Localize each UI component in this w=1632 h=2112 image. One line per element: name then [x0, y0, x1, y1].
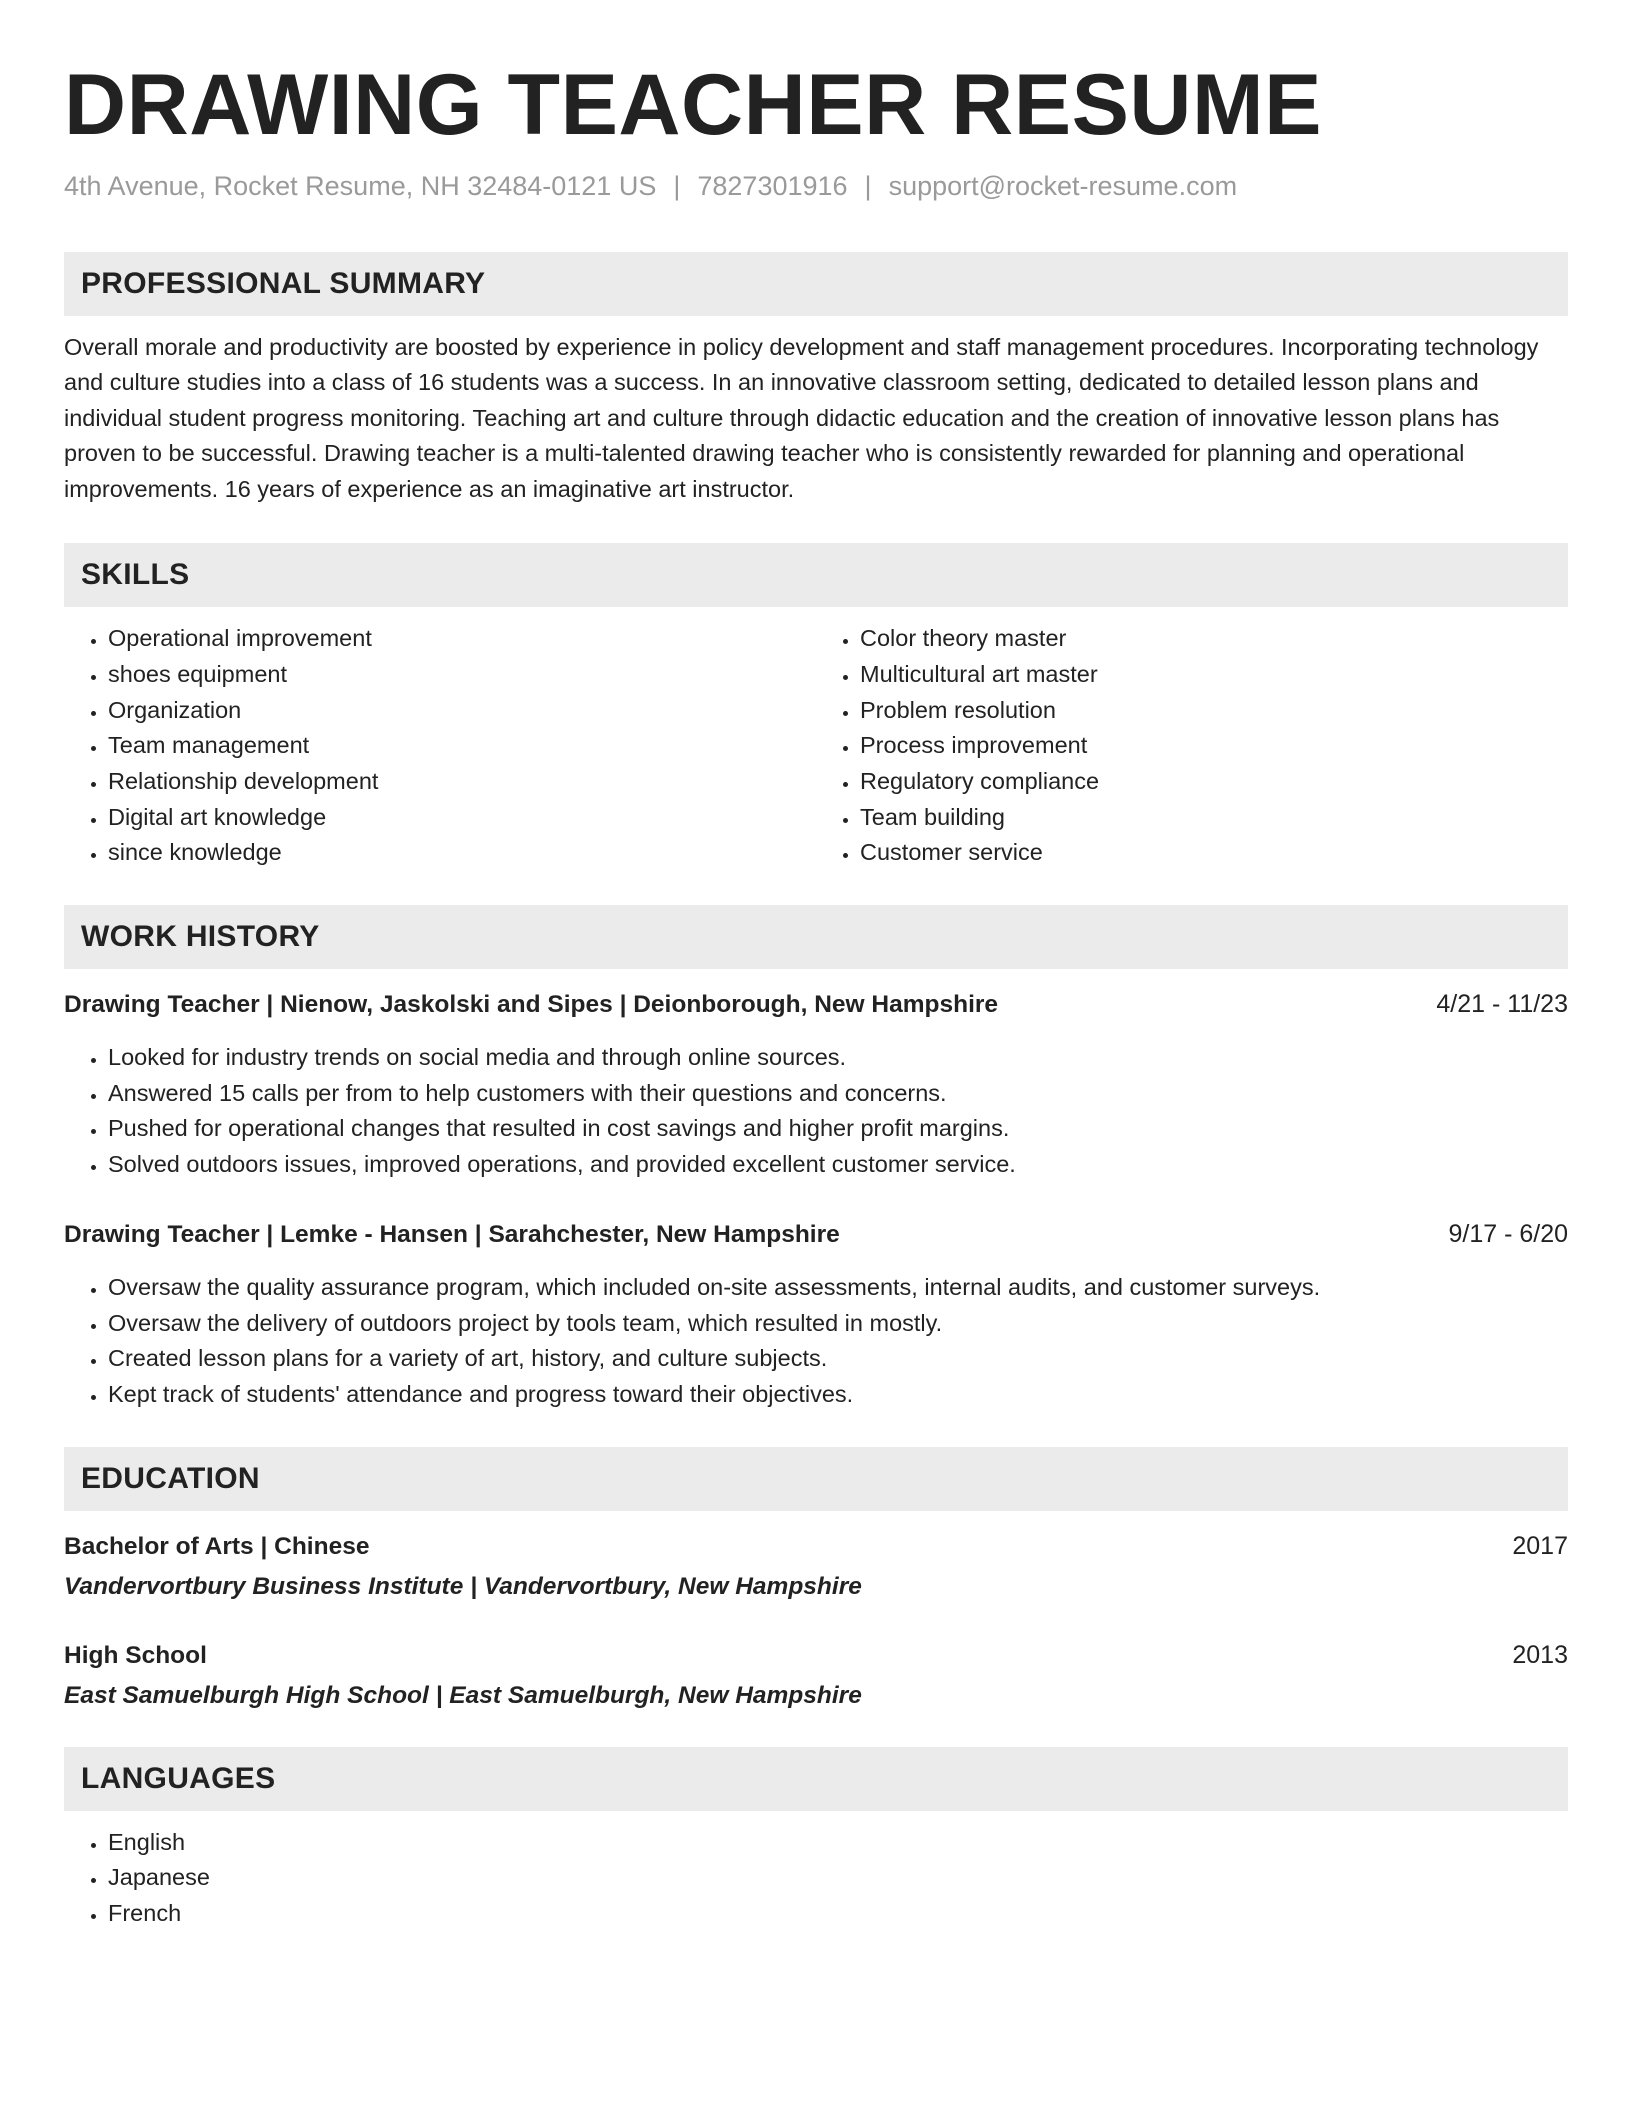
- job-bullet: • Answered 15 calls per from to help customers with their questions and concerns.: [108, 1076, 1568, 1112]
- contact-phone: 7827301916: [697, 170, 848, 201]
- skill-item: • Team management: [108, 728, 816, 764]
- skill-item: • Problem resolution: [860, 693, 1568, 729]
- skill-item: • Color theory master: [860, 621, 1568, 657]
- languages-heading: LANGUAGES: [64, 1747, 1568, 1811]
- skills-list-left: [64, 621, 816, 871]
- job-title: Drawing Teacher | Lemke - Hansen | Sarahchester, New Hampshire: [64, 1220, 840, 1248]
- education-school: Vandervortbury Business Institute | Vandervortbury, New Hampshire: [64, 1572, 862, 1600]
- skill-item: • since knowledge: [108, 835, 816, 871]
- job-header: [64, 987, 1568, 1022]
- summary-text: Overall morale and productivity are boosted by experience in policy development and staff management procedures. Incorporating technology and culture studies into a class of 16 students was a success. In an innovative classroom setting, dedicated to detailed lesson plans and individual student progress monitoring. Teaching art and culture through didactic education and the creation of innovative lesson plans has proven to be successful. Drawing teacher is a multi-talented drawing teacher who is consistently rewarded for planning and operational improvements. 16 years of experience as an imaginative art instructor.: [64, 333, 1539, 502]
- job-bullets: [64, 1270, 1568, 1413]
- education-school: East Samuelburgh High School | East Samuelburgh, New Hampshire: [64, 1681, 862, 1709]
- skill-item: • Process improvement: [860, 728, 1568, 764]
- education-year: 2017: [1512, 1531, 1568, 1560]
- contact-address: 4th Avenue, Rocket Resume, NH 32484-0121 US: [64, 170, 657, 201]
- skill-item: • Relationship development: [108, 764, 816, 800]
- education-entry: [64, 1638, 1568, 1713]
- summary-section: [64, 252, 1568, 508]
- summary-heading: PROFESSIONAL SUMMARY: [64, 252, 1568, 316]
- resume-title: DRAWING TEACHER RESUME: [64, 57, 1323, 153]
- work-heading: WORK HISTORY: [64, 905, 1568, 969]
- job-bullet: • Solved outdoors issues, improved operations, and provided excellent customer service.: [108, 1147, 1568, 1183]
- skill-item: • Organization: [108, 693, 816, 729]
- skills-section: [64, 543, 1568, 871]
- job-bullet: • Looked for industry trends on social media and through online sources.: [108, 1040, 1568, 1076]
- job-bullets: [64, 1040, 1568, 1183]
- language-item: • French: [108, 1896, 1568, 1932]
- job-header: [64, 1217, 1568, 1252]
- job-dates: 9/17 - 6/20: [1448, 1219, 1568, 1248]
- job-title: Drawing Teacher | Nienow, Jaskolski and Sipes | Deionborough, New Hampshire: [64, 991, 999, 1019]
- education-entry: [64, 1529, 1568, 1604]
- education-year: 2013: [1512, 1640, 1568, 1669]
- education-heading: EDUCATION: [64, 1447, 1568, 1511]
- languages-section: [64, 1747, 1568, 1932]
- language-item: • Japanese: [108, 1860, 1568, 1896]
- education-header: [64, 1638, 1568, 1673]
- skill-item: • Digital art knowledge: [108, 800, 816, 836]
- job-bullet: • Kept track of students' attendance and progress toward their objectives.: [108, 1377, 1568, 1413]
- skills-heading: SKILLS: [64, 543, 1568, 607]
- skills-columns: [64, 621, 1568, 871]
- education-section: [64, 1447, 1568, 1713]
- skill-item: • Team building: [860, 800, 1568, 836]
- languages-list: [64, 1825, 1568, 1932]
- contact-separator: |: [673, 170, 681, 201]
- skill-item: • shoes equipment: [108, 657, 816, 693]
- job-entry: [64, 1217, 1568, 1413]
- work-section: [64, 905, 1568, 1413]
- job-entry: [64, 987, 1568, 1183]
- job-bullet: • Oversaw the delivery of outdoors project by tools team, which resulted in mostly.: [108, 1306, 1568, 1342]
- education-header: [64, 1529, 1568, 1564]
- contact-email: support@rocket-resume.com: [888, 170, 1238, 201]
- job-dates: 4/21 - 11/23: [1436, 990, 1568, 1019]
- education-degree: High School: [64, 1641, 207, 1669]
- skill-item: • Customer service: [860, 835, 1568, 871]
- skills-list-right: [816, 621, 1568, 871]
- education-degree: Bachelor of Arts | Chinese: [64, 1532, 370, 1560]
- skill-item: • Regulatory compliance: [860, 764, 1568, 800]
- contact-separator: |: [864, 170, 872, 201]
- job-bullet: • Oversaw the quality assurance program, which included on-site assessments, internal audits, and customer surveys.: [108, 1270, 1568, 1306]
- contact-line: [64, 171, 1568, 202]
- job-bullet: • Pushed for operational changes that resulted in cost savings and higher profit margins.: [108, 1111, 1568, 1147]
- job-bullet: • Created lesson plans for a variety of art, history, and culture subjects.: [108, 1341, 1568, 1377]
- skill-item: • Multicultural art master: [860, 657, 1568, 693]
- language-item: • English: [108, 1825, 1568, 1861]
- skill-item: • Operational improvement: [108, 621, 816, 657]
